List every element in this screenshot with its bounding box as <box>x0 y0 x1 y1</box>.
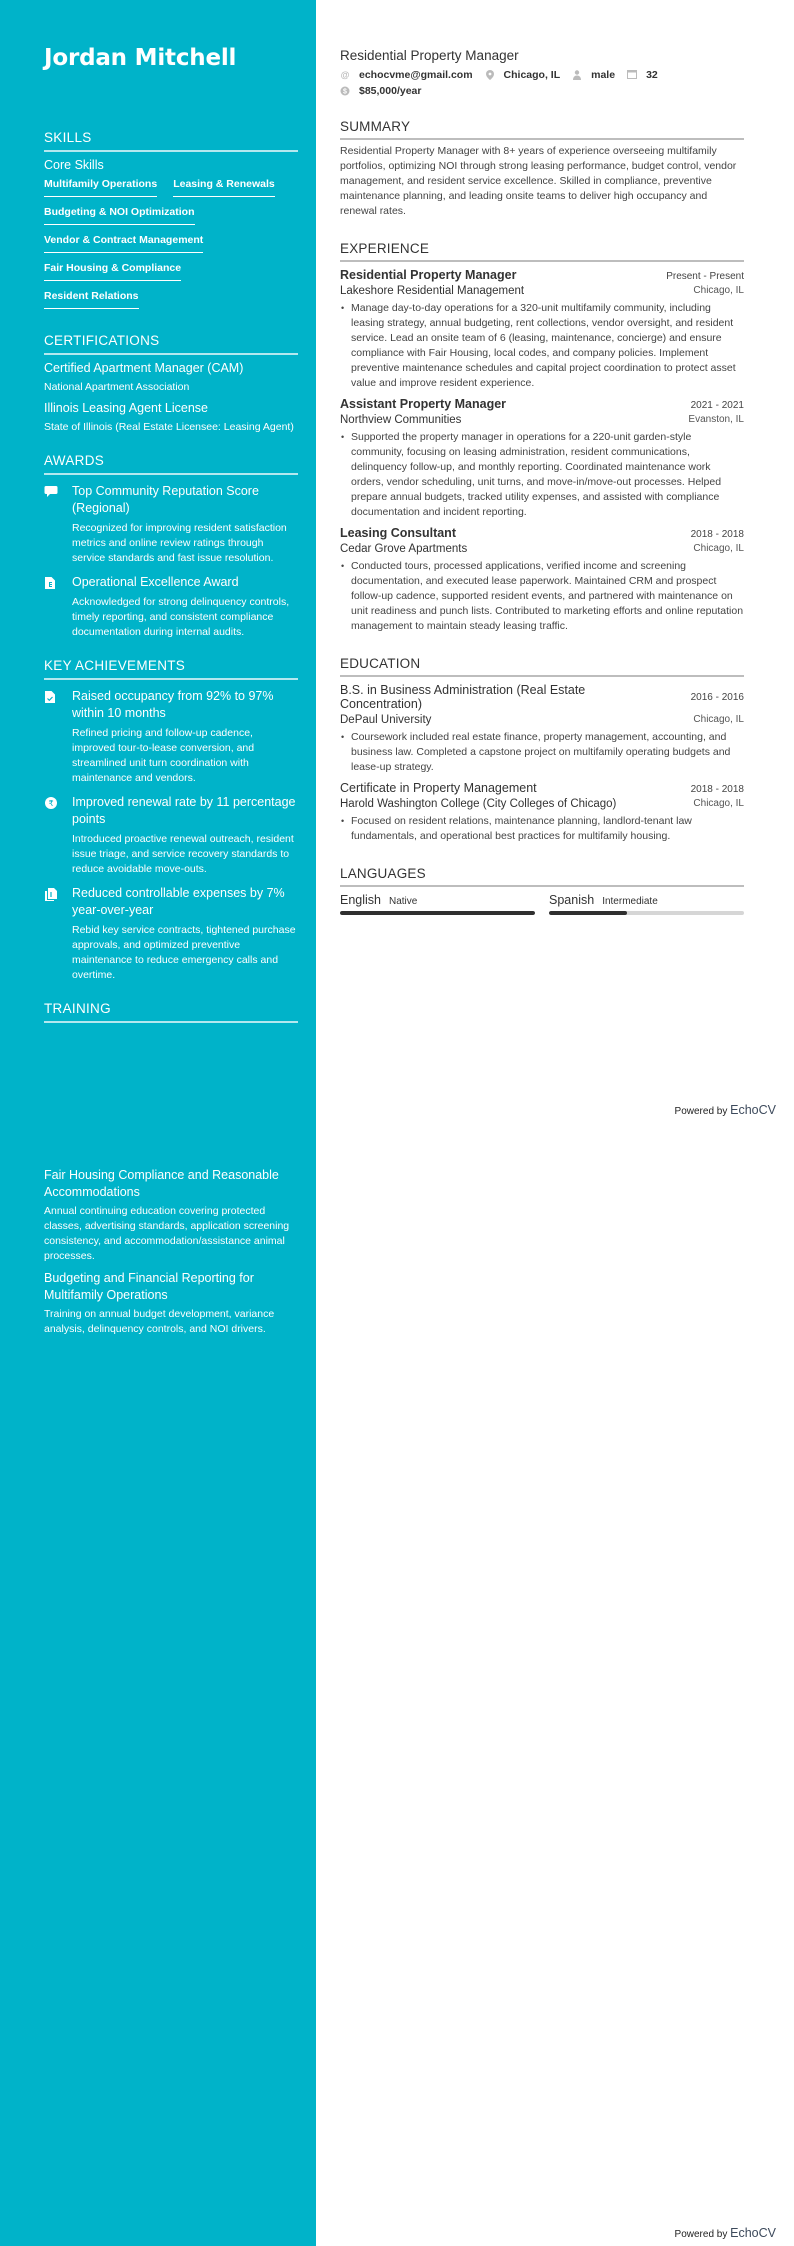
training-title: Budgeting and Financial Reporting for Multifamily Operations <box>44 1271 254 1302</box>
contact-info <box>340 69 744 97</box>
training-section <box>44 1001 298 1023</box>
comment-icon <box>44 483 72 566</box>
skill-tag: Resident Relations <box>44 287 139 309</box>
powered-by-footer <box>675 1103 776 1117</box>
experience-company: Lakeshore Residential Management <box>340 285 525 297</box>
email-text: echocvme@gmail.com <box>359 69 473 81</box>
skill-group-label: Core Skills <box>44 158 104 172</box>
education-dates: 2016 - 2016 <box>690 691 744 703</box>
sidebar <box>0 0 316 1123</box>
experience-entry <box>340 268 744 391</box>
document-icon <box>44 574 72 640</box>
experience-company: Cedar Grove Apartments <box>340 543 468 555</box>
skill-tag: Vendor & Contract Management <box>44 231 203 253</box>
training-title: Fair Housing Compliance and Reasonable Accommodations <box>44 1168 279 1199</box>
certifications-section <box>44 333 298 435</box>
skills-heading: SKILLS <box>44 130 298 152</box>
experience-location: Evanston, IL <box>688 414 744 425</box>
resume-page-2 <box>0 1123 794 2246</box>
money-icon <box>340 86 350 96</box>
certification-name: Certified Apartment Manager (CAM) <box>44 361 244 375</box>
certification-issuer: National Apartment Association <box>44 381 190 393</box>
education-dates: 2018 - 2018 <box>690 784 744 795</box>
age-text: 32 <box>646 69 658 81</box>
experience-entry <box>340 526 744 634</box>
certification-issuer: State of Illinois (Real Estate Licensee: Leasing Agent) <box>44 421 294 433</box>
powered-by-footer <box>675 2226 776 2240</box>
svg-text:$: $ <box>343 88 347 96</box>
experience-role: Assistant Property Manager <box>340 397 507 411</box>
achievement-description: Introduced proactive renewal outreach, resident issue triage, and service recovery standards to reduce avoidable move-outs. <box>72 833 294 875</box>
at-icon: @ <box>340 70 350 80</box>
award-title: Operational Excellence Award <box>72 575 239 589</box>
key-achievements-heading: KEY ACHIEVEMENTS <box>44 658 298 680</box>
education-bullet: • Focused on resident relations, maintenance planning, landlord-tenant law fundamentals, and operational best practices for multifamily housing. <box>340 814 744 844</box>
svg-text:₹: ₹ <box>48 799 54 808</box>
skill-tag: Fair Housing & Compliance <box>44 259 181 281</box>
languages-section <box>340 866 744 915</box>
certification-item <box>44 361 298 395</box>
brand-link[interactable]: EchoCV <box>730 2226 776 2240</box>
sidebar <box>0 1123 316 2246</box>
award-description: Acknowledged for strong delinquency controls, timely reporting, and consistent compliance documentation during internal audits. <box>72 596 290 638</box>
experience-bullet: • Conducted tours, processed applications, verified income and screening documentation, and executed lease paperwork. Maintained CRM and prospect follow-up cadence, supported resident events, and partnered with maintenance on unit readiness and punch lists. Contributed to marketing efforts and online reputation management to maintain steady leasing traffic. <box>340 559 744 634</box>
training-description: Training on annual budget development, variance analysis, delinquency controls, and NOI drivers. <box>44 1308 275 1335</box>
certification-name: Illinois Leasing Agent License <box>44 401 209 415</box>
file-check-icon <box>44 688 72 786</box>
experience-dates: 2018 - 2018 <box>690 529 744 540</box>
experience-location: Chicago, IL <box>693 285 744 296</box>
experience-bullet: • Supported the property manager in operations for a 220-unit garden-style community, focusing on leasing administration, resident communications, delinquency follow-up, and monthly reporting. Coordinated maintenance work orders, vendor scheduling, unit turns, and move-in/move-out processes. Helped prepare annual budgets, tracked utility expenses, and assisted with compliance documentation and incident reporting. <box>340 430 744 520</box>
candidate-name: Jordan Mitchell <box>44 45 237 71</box>
award-item <box>44 574 298 640</box>
training-list <box>44 1167 298 1337</box>
location-pin-icon <box>485 70 495 80</box>
awards-section <box>44 453 298 640</box>
education-location: Chicago, IL <box>693 714 744 725</box>
experience-section <box>340 241 744 634</box>
experience-dates: 2021 - 2021 <box>690 400 744 411</box>
award-title: Top Community Reputation Score (Regional) <box>72 484 259 515</box>
achievement-description: Rebid key service contracts, tightened purchase approvals, and optimized preventive maintenance to reduce emergency calls and overtime. <box>72 924 296 981</box>
experience-location: Chicago, IL <box>693 543 744 554</box>
achievement-description: Refined pricing and follow-up cadence, improved tour-to-lease conversion, and streamlined unit turn coordination with maintenance and vendors. <box>72 727 255 784</box>
award-description: Recognized for improving resident satisfaction metrics and online review ratings through service standards and fast issue resolution. <box>72 522 287 564</box>
experience-bullet: • Manage day-to-day operations for a 320-unit multifamily community, including leasing strategy, annual budgeting, rent collections, vendor oversight, and resident service. Lead an onsite team of 6 (leasing, maintenance, concierge) and ensure compliance with Fair Housing, local codes, and company policies. Implement preventive maintenance schedules and capital project coordination to protect asset value and improve resident experience. <box>340 301 744 391</box>
skill-tag: Multifamily Operations <box>44 175 157 197</box>
contact-location <box>485 69 561 81</box>
skills-section <box>44 130 298 315</box>
language-item <box>340 893 535 915</box>
skill-tag: Leasing & Renewals <box>173 175 275 197</box>
awards-heading: AWARDS <box>44 453 298 475</box>
contact-email <box>340 69 473 81</box>
achievement-item <box>44 688 298 786</box>
education-heading: EDUCATION <box>340 656 744 677</box>
powered-by-label: Powered by <box>674 2229 728 2240</box>
language-level: Native <box>389 896 418 907</box>
achievement-item <box>44 794 298 877</box>
education-entry <box>340 683 744 775</box>
education-location: Chicago, IL <box>693 798 744 809</box>
training-item <box>44 1167 298 1264</box>
achievement-title: Improved renewal rate by 11 percentage points <box>72 795 296 826</box>
key-achievements-section <box>44 658 298 983</box>
calendar-icon <box>627 70 637 80</box>
education-entry <box>340 781 744 844</box>
training-description: Annual continuing education covering protected classes, advertising standards, application screening consistency, and accommodation/assistance animal processes. <box>44 1205 290 1262</box>
gender-text: male <box>591 69 616 81</box>
experience-company: Northview Communities <box>340 414 462 426</box>
language-proficiency-bar <box>549 911 744 915</box>
contact-gender <box>572 69 615 81</box>
files-icon <box>44 885 72 983</box>
education-bullet: • Coursework included real estate finance, property management, accounting, and business law. Completed a capstone project on multifamily operating budgets and lease-up strategy. <box>340 730 744 775</box>
experience-dates: Present - Present <box>666 271 744 282</box>
award-item <box>44 483 298 566</box>
salary-text: $85,000/year <box>359 85 422 97</box>
skill-tags <box>44 175 298 315</box>
coin-icon <box>44 794 72 877</box>
location-text: Chicago, IL <box>503 69 561 81</box>
skill-tag: Budgeting & NOI Optimization <box>44 203 195 225</box>
job-title: Residential Property Manager <box>340 48 519 63</box>
language-item <box>549 893 744 915</box>
contact-age <box>627 69 658 81</box>
education-school: DePaul University <box>340 714 432 726</box>
certification-item <box>44 401 298 435</box>
language-name: Spanish <box>549 893 595 907</box>
language-level: Intermediate <box>602 896 658 907</box>
education-section <box>340 656 744 844</box>
summary-section <box>340 119 744 219</box>
language-name: English <box>340 893 381 907</box>
main-content <box>340 0 744 915</box>
achievement-item <box>44 885 298 983</box>
summary-text: Residential Property Manager with 8+ years of experience overseeing multifamily portfolios, optimizing NOI through strong leasing performance, budget control, vendor management, and resident service excellence. Skilled in compliance, preventive maintenance planning, and leading onsite teams to deliver high occupancy and renewal rates. <box>340 145 737 217</box>
achievement-title: Reduced controllable expenses by 7% year-over-year <box>72 886 285 917</box>
achievement-title: Raised occupancy from 92% to 97% within 10 months <box>72 689 274 720</box>
education-school: Harold Washington College (City Colleges of Chicago) <box>340 798 617 810</box>
training-heading: TRAINING <box>44 1001 298 1023</box>
certifications-heading: CERTIFICATIONS <box>44 333 298 355</box>
training-item <box>44 1270 298 1337</box>
languages-heading: LANGUAGES <box>340 866 744 887</box>
powered-by-label: Powered by <box>674 1106 728 1117</box>
experience-heading: EXPERIENCE <box>340 241 744 262</box>
experience-entry <box>340 397 744 520</box>
contact-salary <box>340 85 421 97</box>
summary-heading: SUMMARY <box>340 119 744 140</box>
education-degree: B.S. in Business Administration (Real Estate Concentration) <box>340 683 586 711</box>
person-icon <box>572 70 582 80</box>
language-proficiency-bar <box>340 911 535 915</box>
brand-link[interactable]: EchoCV <box>730 1103 776 1117</box>
experience-role: Residential Property Manager <box>340 268 517 282</box>
experience-role: Leasing Consultant <box>340 526 456 540</box>
education-degree: Certificate in Property Management <box>340 781 537 795</box>
